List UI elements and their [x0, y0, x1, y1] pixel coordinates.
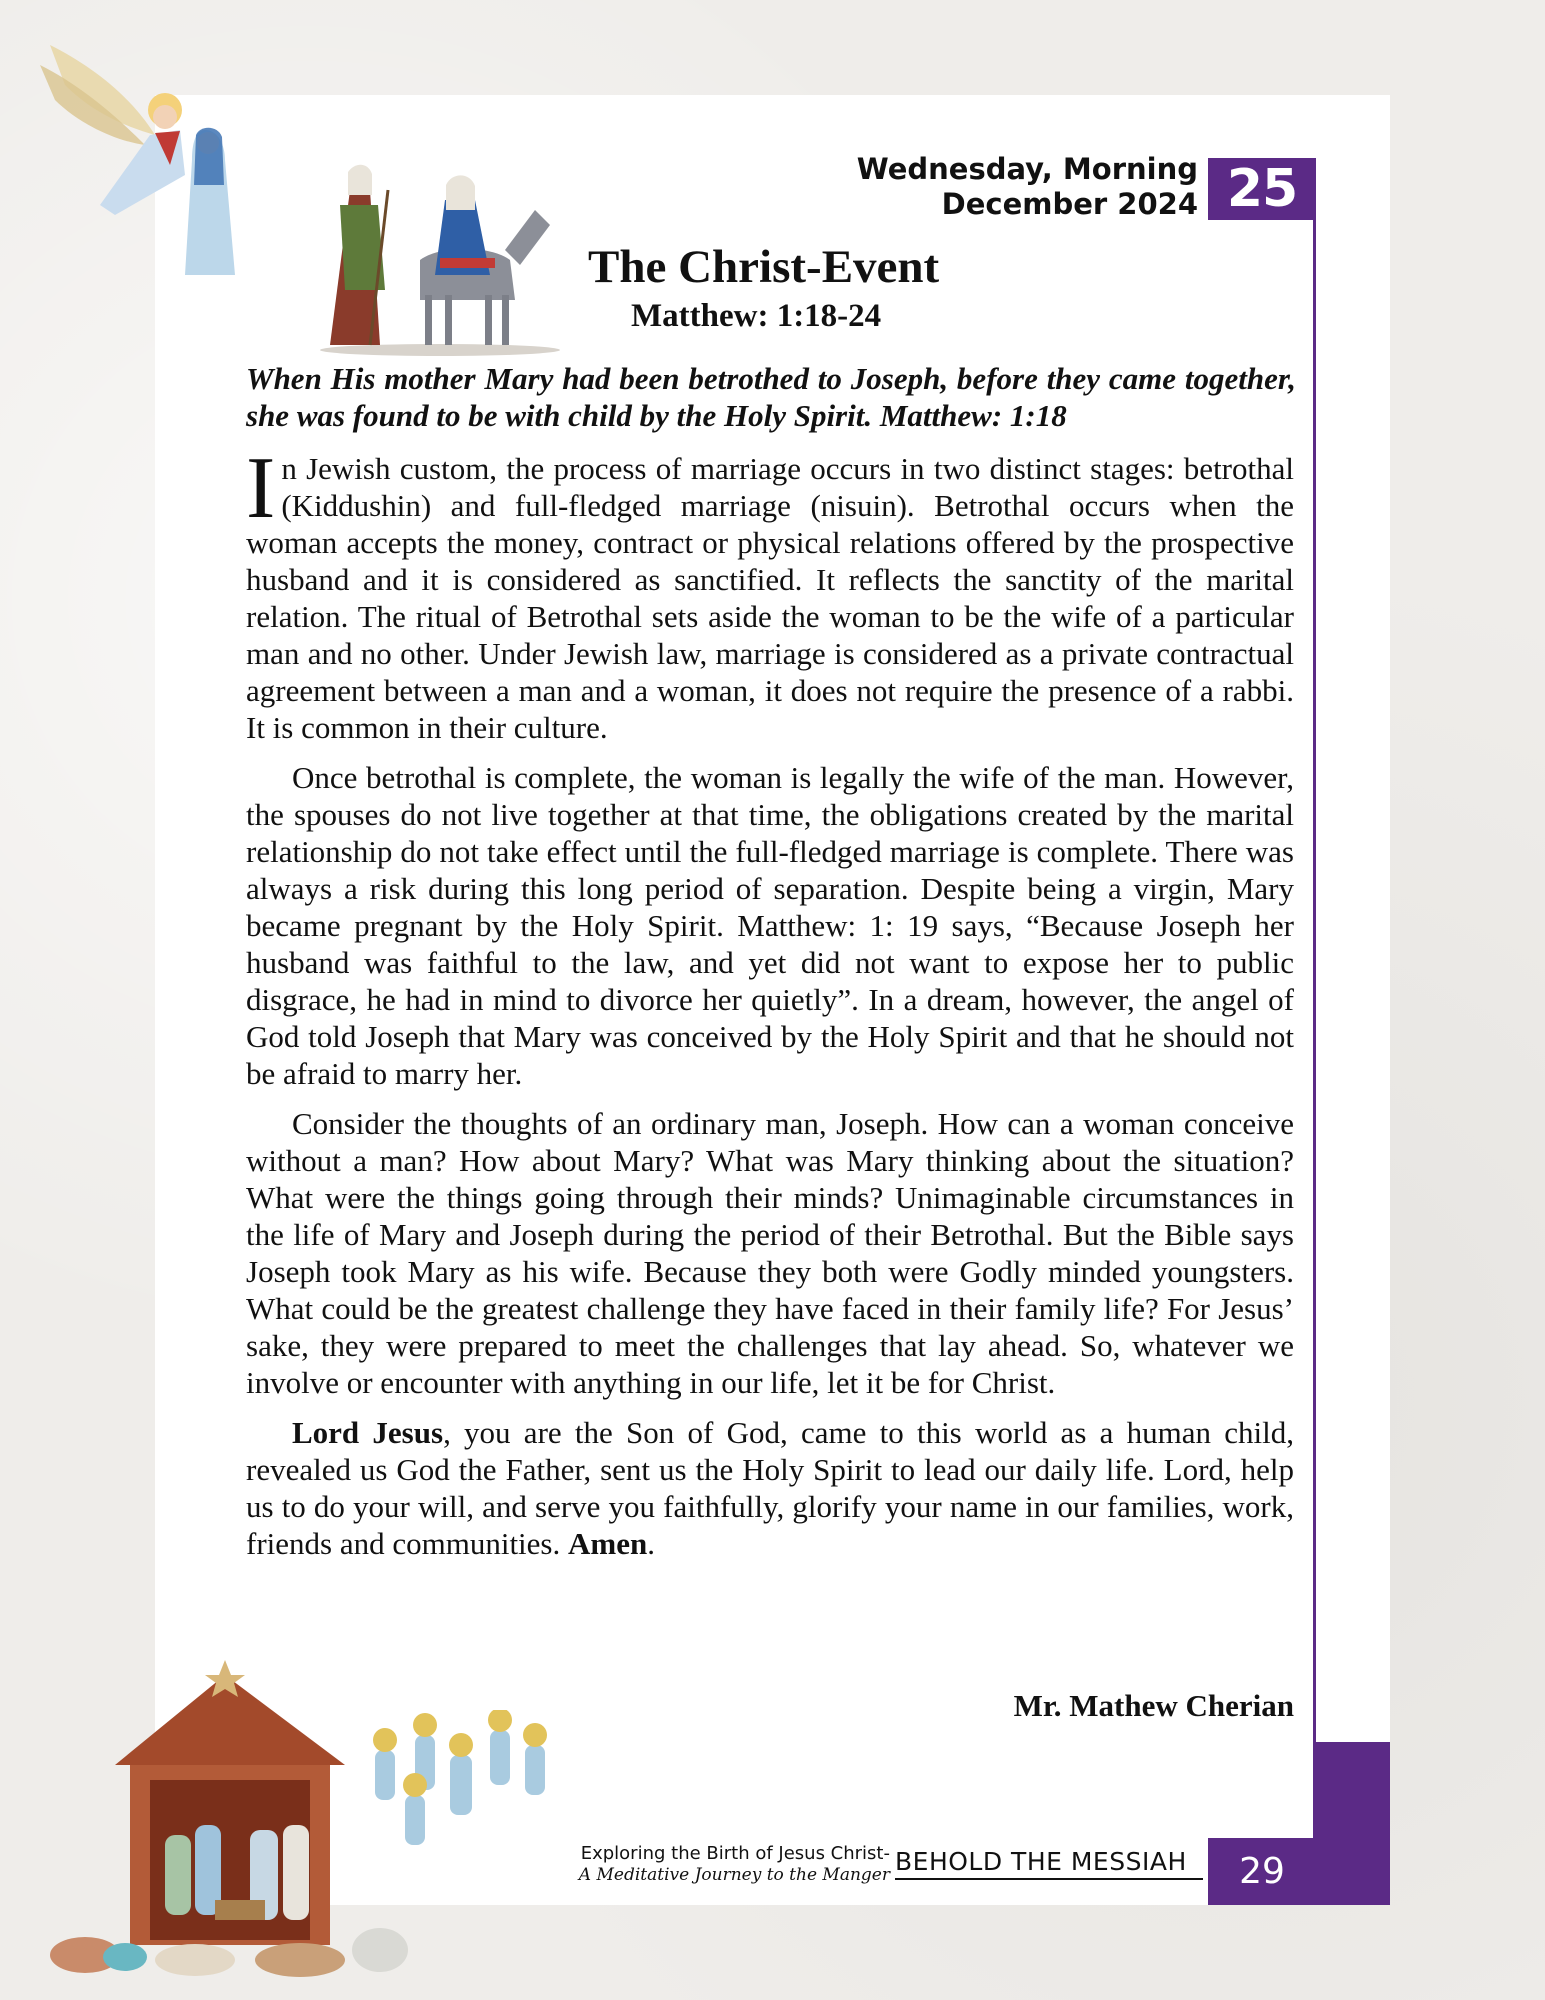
prayer-body: , you are the Son of God, came to this world as a human child, revealed us God the Father, sent us the Holy Spirit to lead our daily life. Lord, help us to do your will, and serve you faithfully, glorify your name in our families, work, friends and communities.	[246, 1415, 1294, 1561]
footer-line-1: Exploring the Birth of Jesus Christ-	[580, 1843, 890, 1864]
footer-line-2: A Meditative Journey to the Manger	[578, 1865, 890, 1885]
paragraph-1	[246, 440, 1294, 746]
page-title: The Christ-Event	[588, 241, 940, 293]
angel-annunciation-illustration	[20, 25, 250, 295]
month-year: December 2024	[941, 187, 1198, 221]
prayer-paragraph	[246, 1414, 1294, 1562]
day-number-badge: 25	[1208, 158, 1316, 220]
page-number: 29	[1208, 1838, 1316, 1905]
paragraph-2: Once betrothal is complete, the woman is legally the wife of the man. However, the spouses do not live together at that time, the obligations created by the marital relationship do not take effect until the full-fledged marriage is complete. There was always a risk during this long period of separation. Despite being a virgin, Mary became pregnant by the Holy Spirit. Matthew: 1: 19 says, “Because Joseph her husband was faithful to the law, and yet did not want to expose her to public disgrace, he had in mind to divorce her quietly”. In a dream, however, the angel of God told Joseph that Mary was conceived by the Holy Spirit and that he should not be afraid to marry her.	[246, 760, 1294, 1091]
holy-family-donkey-illustration	[310, 150, 570, 360]
angel-choir-illustration	[365, 1710, 565, 1850]
paragraph-3: Consider the thoughts of an ordinary man, Joseph. How can a woman conceive without a man? How about Mary? What was Mary thinking about the situation? What were the things going through their minds? Unimaginable circumstances in the life of Mary and Joseph during the period of their Betrothal. But the Bible says Joseph took Mary as his wife. Because they both were Godly minded youngsters. What could be the greatest challenge they have faced in their family life? For Jesus’ sake, they were prepared to meet the challenges that lay ahead. So, whatever we involve or encounter with anything in our life, let it be for Christ.	[246, 1106, 1294, 1400]
scripture-reference: Matthew: 1:18-24	[631, 298, 882, 334]
footer-subtitle	[579, 1842, 890, 1886]
paragraph-1-text: n Jewish custom, the process of marriage occurs in two distinct stages: betrothal (Kiddushin) and full-fledged marriage (nisuin). Betrothal occurs when the woman accepts the money, contract or physical relations offered by the prospective husband and it is considered as sanctified. It reflects the sanctity of the marital relation. The ritual of Betrothal sets aside the woman to be the wife of a particular man and no other. Under Jewish law, marriage is considered as a private contractual agreement between a man and a woman, it does not require the presence of a rabbi. It is common in their culture.	[246, 451, 1294, 745]
opening-verse: When His mother Mary had been betrothed to Joseph, before they came together, she was found to be with child by the Holy Spirit. Matthew: 1:18	[246, 361, 1296, 433]
day-of-week: Wednesday, Morning	[856, 152, 1198, 186]
prayer-lead: Lord Jesus	[292, 1415, 444, 1450]
date-block	[857, 152, 1198, 222]
article-body	[246, 440, 1294, 1575]
footer-accent-bar	[1316, 1742, 1390, 1905]
drop-cap: I	[246, 440, 276, 537]
purple-side-rule	[1313, 158, 1316, 1838]
book-title: BEHOLD THE MESSIAH	[895, 1847, 1203, 1880]
author-signature: Mr. Mathew Cherian	[1013, 1688, 1294, 1723]
prayer-amen: Amen	[568, 1526, 648, 1561]
prayer-end-punct: .	[647, 1526, 655, 1561]
